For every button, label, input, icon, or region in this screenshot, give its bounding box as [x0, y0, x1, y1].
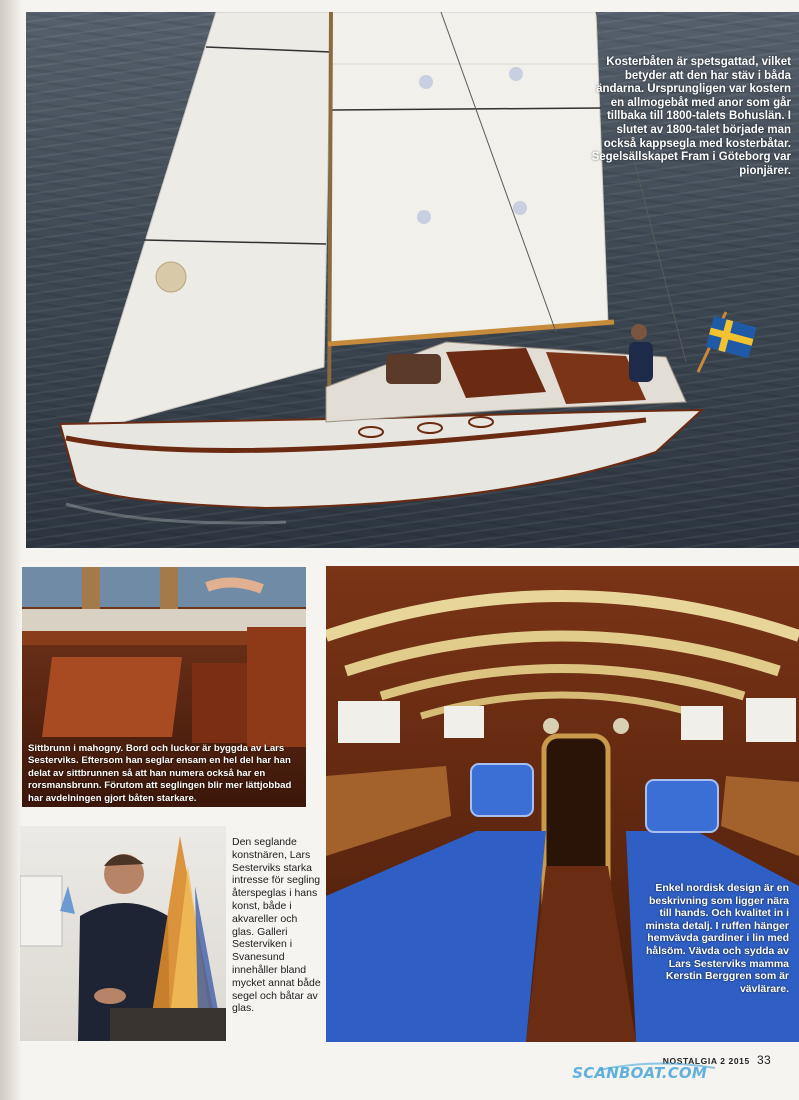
publication-name: NOSTALGIA 2 2015 [662, 1056, 750, 1066]
main-photo-caption: Kosterbåten är spetsgattad, vilket betyder att den har stäv i båda ändarna. Ursprungligen var kostern en allmogebåt med anor som går tillbaka till 1800-talets Bohuslän. I slutet av 1800-talet började man också kappsegla med kosterbåtar. Segelsällskapet Fram i Göteborg var pionjärer. [591, 56, 791, 177]
page-spine-shadow [0, 0, 22, 1100]
scanboat-watermark: SCANBOAT.COM [572, 1064, 707, 1082]
artist-photo [20, 826, 226, 1041]
cockpit-photo [22, 567, 306, 807]
page-number: 33 [757, 1053, 771, 1067]
sailboat-photo [26, 12, 799, 548]
cabin-interior-photo [326, 566, 799, 1042]
artist-illustration [20, 826, 226, 1041]
artist-column-text: Den seglande konstnären, Lars Sesterviks starka intresse för segling återspeglas i hans konst, både i akvareller och glas. Galleri Sesterviken i Svanesund innehåller bland mycket annat både segel och båtar av glas. [232, 836, 321, 1015]
cockpit-photo-caption: Sittbrunn i mahogny. Bord och luckor är byggda av Lars Sesterviks. Eftersom han seglar ensam en hel del har han delat av sittbrunnen så att han numera också har en rorsmansbrunn. Förutom att seglingen blir mer lättjobbad har avdelningen gjort båten starkare. [28, 743, 292, 804]
cabin-photo-caption: Enkel nordisk design är en beskrivning som ligger nära till hands. Och kvalitet in i minsta detalj. I ruffen hänger hemvävda gardiner i lin med hålsöm. Vävda och sydda av Lars Sesterviks mamma Kerstin Berggren som är vävlärare. [645, 882, 789, 995]
